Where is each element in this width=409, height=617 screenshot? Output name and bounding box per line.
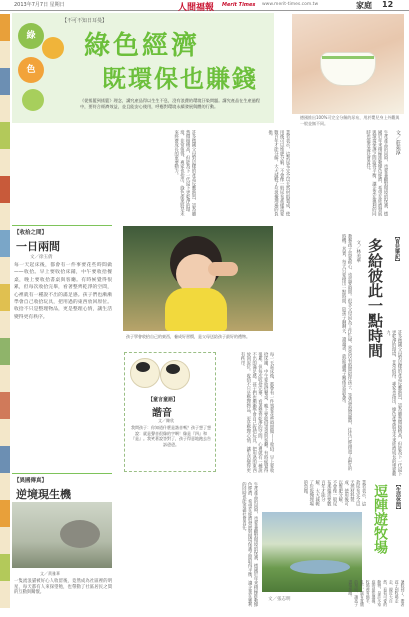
website-url: www.merit-times.com.tw [262, 2, 319, 7]
section-rule [12, 473, 112, 474]
column-headline: 多給彼此一點時間 [366, 238, 384, 358]
newspaper-logo: 人間福報 [178, 3, 215, 13]
fruit-icon [18, 23, 44, 49]
park-section-tag: 【生活休閒】 [395, 482, 401, 512]
essay-byline: 文／徐玉倩 [30, 255, 53, 260]
cartoon-hair-icon [166, 364, 180, 374]
overseas-section-tag: 【異國傳真】 [14, 478, 48, 484]
overseas-byline: 文／黃雅華 [40, 571, 60, 576]
overseas-body: 一隻流浪貓被好心人收留後，竟然成為社區裡的明星，每天都有人來探望牠，也帶動了社區居民之間的互動與關懷。 [14, 579, 112, 596]
essay-section-tag: 【收拾之間】 [14, 230, 48, 236]
newspaper-logo-english: Merit Times [222, 2, 256, 8]
kids-poem-byline: 文／陳欣 [158, 418, 174, 423]
kids-poem-title: 諧音 [152, 408, 172, 419]
section-rule [12, 225, 112, 226]
park-headline: 逗陣遊牧場 [372, 484, 388, 554]
column-byline: 文／林美華 [355, 240, 361, 263]
headline-line-2: 既環保也賺錢 [102, 64, 258, 93]
feature-banner [12, 13, 274, 123]
fruit-icon [22, 89, 44, 111]
main-article-col3: 許多德國父母對這樣的產品反應熱烈，認為雖然價格稍高，但能為下一代留下更乾淨的環境，非常值得。專家也指出，綠色產業將是未來經濟成長的重要動力。 [173, 130, 196, 216]
adult-hand [208, 262, 238, 276]
headline-line-1: 綠色經濟 [84, 31, 201, 61]
essay-body: 每一天起床後，都會有一件事要花些時間做——收拾。早上要收拾床鋪，中午要收拾餐桌，晚上要收拾書桌與客廳。有時候覺得很累，但每次收拾完畢，看著整齊乾淨的空間，心裡就有一種說不出的滿足感。孩子們也漸漸學會自己收拾玩具，把用過的東西放回原位。收拾不只是整理物品，更是整理心情，讓生活變得更有秩序。 [14, 263, 112, 320]
feature-intro: 《從搖籃到搖籃》理念，講究產品得以生生不息，沒有浪費的環境汙染問題。講究產品在生產過程中，要符合經濟效益，並且能安心使用，呼應對環境永續發展與體的行動。 [80, 98, 261, 109]
kids-poem-body: 我問孩子：你知道什麼是諧音嗎？孩子想了想說：就是聲音很像的字啊！像是『四』和『是』。我笑著說答對了，孩子得意地跑去告訴爸爸。 [131, 425, 211, 447]
essay-headline: 一日兩間 [16, 240, 60, 253]
child-shirt [165, 288, 227, 331]
park-photo [262, 512, 362, 592]
lower-article-body-right: 業者表示，這款尿布完全以天然材料製成，使用後可以堆肥分解，不會像一般尿布那樣需要數百年才能分解，大大減輕了垃圾掩埋場的負擔。 [303, 480, 366, 506]
page-number: 12 [382, 0, 394, 9]
column-body: 教養孩子需要耐心，也需要時間。很多父母因為工作忙碌，常常沒有時間陪伴孩子，等到發現問題時，往往已經錯過了最好的時機。其實，每天只要撥出一點時間，陪孩子聊聊天、讀讀書，就能讓親子關係更加緊密。 [341, 234, 352, 471]
park-body: 暑假到了，帶著孩子到牧場走走，親近大自然，看看可愛的動物，是許多家庭的最佳選擇。牧場裡有綿羊、乳牛，還有寬闊的草原，讓孩子盡情奔跑。 [348, 580, 406, 607]
column-body-continued: 許多德國父母對這樣的產品反應熱烈，認為雖然價格稍高，但能為下一代留下更乾淨的環境，非常值得。專家也指出，綠色產業將是未來經濟成長的重要動力。 [385, 330, 402, 477]
diaper-photo-caption: 德國推出100%可完全分解的尿布，用於嬰兒身上外觀與一般並無不同。 [300, 115, 400, 126]
fruit-label: 色 [26, 65, 36, 75]
lower-article-body: 生產產品的同時，也要兼顧對環境的保護，德國近年來積極推動綠色經濟，希望在經濟發展與環境保護之間取得平衡，讓企業在獲利的同時也能善盡社會責任。 [241, 482, 258, 607]
edge-color-strip [0, 14, 10, 608]
fruit-icon [42, 37, 64, 59]
issue-date: 2013年7月7日 星期日 [14, 2, 65, 8]
section-name: 家庭 [356, 0, 372, 10]
kids-section-tag: 【童言童語】 [148, 397, 179, 403]
fruit-label: 綠 [26, 31, 36, 41]
page-header [0, 0, 409, 11]
main-article-col1: 生產產品的同時，也要兼顧對環境的保護，德國近年來積極推動綠色經濟，希望在經濟發展與環境保護之間取得平衡，讓企業在獲利的同時也能善盡社會責任。 [365, 130, 388, 216]
cat-shape [60, 520, 100, 548]
fruit-icon [18, 57, 44, 83]
cartoon-hair-icon [136, 362, 150, 372]
banner-kicker: 【不可不知日耳曼】 [62, 18, 108, 24]
main-article-col2: 業者表示，這款尿布完全以天然材料製成，使用後可以堆肥分解，不會像一般尿布那樣需要數百年才能分解，大大減輕了垃圾掩埋場的負擔。 [267, 130, 290, 216]
main-article-byline: 文／莊苑淳 [394, 130, 401, 155]
overseas-headline: 逆境現生機 [16, 488, 71, 501]
child-photo-caption: 孩子學會收拾自己的東西，養成好習慣，是父母送給孩子最好的禮物。 [126, 334, 250, 339]
column-section-tag: 【育兒筆記】 [394, 234, 400, 264]
park-byline: 文／張志明 [268, 597, 291, 602]
park-pond [290, 560, 350, 574]
essay-body-continued: 每一天起床後，都會有一件事要花些時間做——收拾。早上要收拾床鋪，中午要收拾餐桌，晚上要收拾書桌與客廳。有時候覺得很累，但每次收拾完畢，看著整齊乾淨的空間，心裡就有一種說不出的滿足感。孩子們也漸漸學會自己收拾玩具，把用過的東西放回原位。收拾不只是整理物品，更是整理心情，讓生活變得更有秩序。 [240, 352, 274, 473]
diaper-waistband [322, 56, 374, 59]
